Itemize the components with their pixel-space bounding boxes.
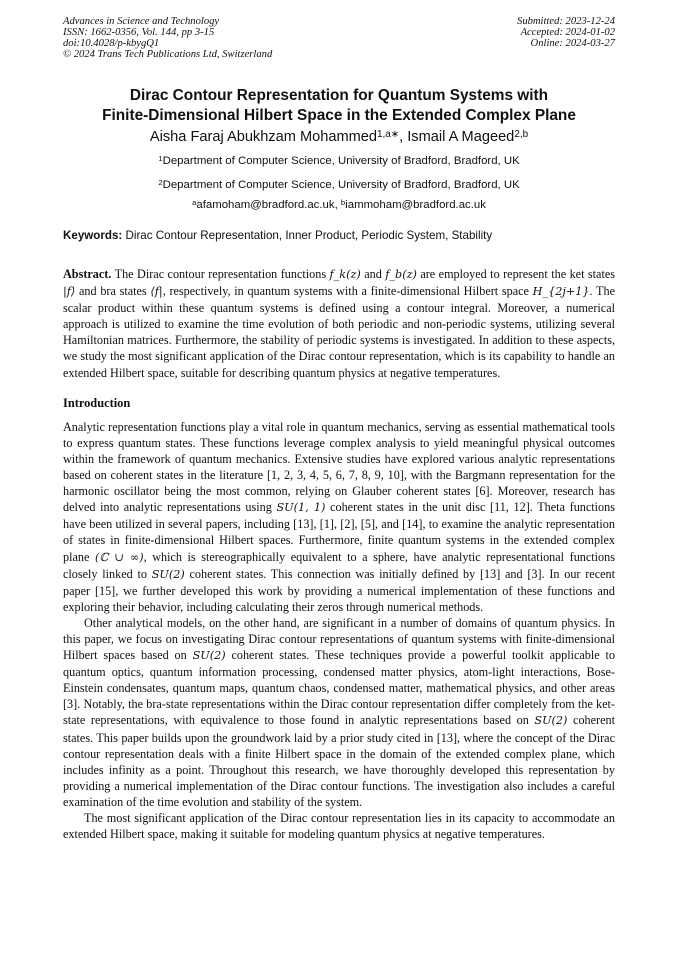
accepted-date: Accepted: 2024-01-02 [520,27,615,38]
journal-name: Advances in Science and Technology [63,16,220,27]
abstract-label: Abstract. [63,267,112,281]
math-extended-plane: (ℂ ∪ ∞) [94,550,144,564]
math-fb: f_b(z) [385,268,417,281]
abstract-text: and [360,267,386,281]
copyright: © 2024 Trans Tech Publications Ltd, Switzerland [63,49,273,60]
affiliation-2-mark: 2 [158,177,163,187]
email-a-mark: a [192,197,197,207]
affiliation-1-mark: 1 [158,153,163,163]
intro-paragraph-2 [63,615,615,810]
math-su2: SU(2) [192,649,226,663]
paragraph-text: Other analytical models, on the other hand, are significant in a number of domains of quantum physics. In this paper, we focus on investigating Dirac contour representations of quantum systems with finite-dimensional Hilbert spaces based on [63,615,615,663]
keywords [63,229,615,243]
paragraph-text: coherent states. These techniques provide a powerful toolkit applicable to quantum optics, quantum information processing, condensed matter physics, atom-light interactions, Bose-Einstein condensates, quantum maps, quantum chaos, condensed matter, mathematical physics, and other areas [3]. Notably, the bra-state representations within the Dirac contour representation differ completely from the ket-state representations, with equivalence to those found in analytic representations based on [63,648,615,728]
author-emails [40,198,638,212]
author-2-affiliation-mark: 2,b [514,128,529,140]
email-b[interactable]: iammoham@bradford.ac.uk [345,199,486,211]
abstract-text: are employed to represent the ket states [416,267,615,281]
affiliation-2-text: Department of Computer Science, University of Bradford, Bradford, UK [162,179,520,191]
paper-body [63,266,615,842]
math-bra: ⟨f| [150,285,163,299]
author-1-affiliation-mark: 1,a∗ [377,128,400,140]
abstract-paragraph [63,266,615,381]
math-hilbert-space: H_{2j+1} [532,285,590,299]
abstract-text: . The scalar product within these quantum systems is defined using a contour integral. Moreover, a numerical approach is utilized to examine the time evolution of both periodic and non-periodic systems, utilizing several Hamiltonian matrices. Furthermore, the stability of periodic systems is investigated. In addition to these aspects, we study the most significant application of the Dirac contour representation, which is its capability to handle an extended Hilbert space, suitable for describing quantum physics at negative temperatures. [63,284,615,380]
math-su11: SU(1, 1) [276,501,326,515]
author-list [40,128,638,146]
title-line-2: Finite-Dimensional Hilbert Space in the Extended Complex Plane [102,107,576,124]
affiliation-1 [40,154,638,168]
author-separator: , [399,129,408,145]
doi[interactable]: doi:10.4028/p-kbygQ1 [63,38,160,49]
journal-info [63,16,272,60]
abstract-text: The Dirac contour representation functions [111,267,330,281]
email-a[interactable]: afamoham@bradford.ac.uk, [196,199,341,211]
section-heading-introduction: Introduction [63,395,131,410]
intro-paragraph-1 [63,419,615,615]
keywords-label: Keywords: [63,229,123,242]
online-date: Online: 2024-03-27 [530,38,615,49]
affiliation-2 [40,178,638,192]
title-line-1: Dirac Contour Representation for Quantum Systems with [129,87,549,104]
paragraph-text: Analytic representation functions play a vital role in quantum mechanics, serving as essential mathematical tools to express quantum states. These functions leverage complex analysis to yield meaningful physical outcomes within the framework of quantum mechanics. Extensive studies have explored various analytic representations based on coherent states in the literature [1, 2, 3, 4, 5, 6, 7, 8, 9, 10], with the Bargmann representation for the harmonic oscillator being the most common, relying on Glauber coherent states [6]. Moreover, research has delved into analytic representations using [63,419,615,515]
issn: ISSN: 1662-0356, Vol. 144, pp 3-15 [63,27,215,38]
paragraph-text: coherent states in the unit disc [11, 12]. Theta functions have been utilized in several papers, including [13], [1], [2], [5], and [14], to examine the analytic representation of states in finite-dimensional Hilbert spaces. Furthermore, finite quantum systems in the extended complex plane [63,500,615,564]
publication-dates [517,16,615,49]
paper-title [40,86,638,126]
math-su2: SU(2) [151,567,185,581]
math-su2: SU(2) [534,714,568,728]
submitted-date: Submitted: 2023-12-24 [517,16,615,27]
paragraph-text: coherent states. This connection was initially defined by [13] and [3]. In our recent paper [15], we further developed this work by providing a numerical implementation of these functions and exploring their behavior, including calculating their zeros through numerical methods. [63,566,615,614]
keywords-text: Dirac Contour Representation, Inner Product, Periodic System, Stability [122,229,493,242]
email-b-mark: b [340,197,346,207]
math-fk: f_k(z) [329,268,361,281]
paragraph-text: , which is stereographically equivalent to a sphere, have analytic representational functions closely linked to [63,549,615,581]
abstract-text: , respectively, in quantum systems with a finite-dimensional Hilbert space [162,284,533,299]
abstract-text: and bra states [75,284,151,299]
author-2: Ismail A Mageed [407,129,515,145]
intro-paragraph-3: The most significant application of the Dirac contour representation lies in its capacity to accommodate an extended Hilbert space, making it suitable for modeling quantum physics at negative temperatures. [63,811,615,842]
paragraph-text: coherent states. This paper builds upon the groundwork laid by a prior study cited in [13], where the concept of the Dirac contour representation deals with a finite Hilbert space in the domain of the extended complex plane, which includes infinity as a point. Throughout this research, we have thoroughly developed this representation by providing a numerical implementation of the Dirac contour functions. The investigation also includes a careful examination of the time evolution and stability of the system. [63,713,615,809]
affiliation-1-text: Department of Computer Science, University of Bradford, Bradford, UK [162,155,520,167]
math-ket: |f⟩ [63,285,76,299]
author-1: Aisha Faraj Abukhzam Mohammed [149,129,378,145]
